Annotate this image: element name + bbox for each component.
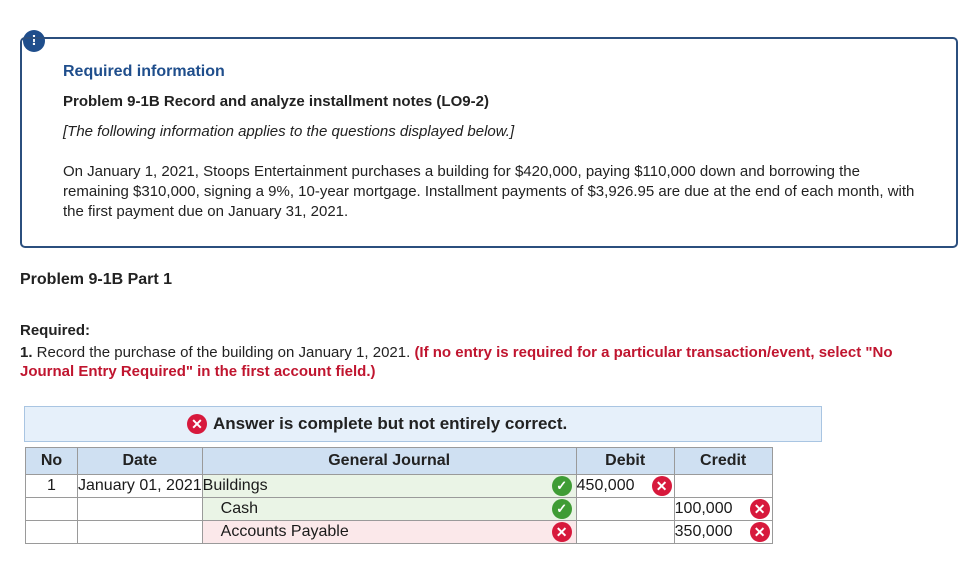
required-body: Record the purchase of the building on January 1, 2021. — [32, 344, 415, 361]
table-row — [26, 475, 773, 498]
header-date: Date — [78, 448, 203, 475]
part-title: Problem 9-1B Part 1 — [20, 271, 173, 288]
required-text — [20, 343, 950, 381]
problem-description: On January 1, 2021, Stoops Entertainment purchases a building for $420,000, paying $110,000 down and borrowing the remaining $310,000, signing a 9%, 10-year mortgage. Installment payments of $3,926.95 are due at the end of each month, with the first payment due on January 31, 2021. — [63, 163, 915, 220]
header-credit: Credit — [674, 448, 772, 475]
journal-header-row — [26, 448, 773, 475]
check-circle-icon: ✓ — [552, 499, 572, 519]
x-circle-icon: ✕ — [552, 522, 572, 542]
x-circle-icon: ✕ — [187, 414, 207, 434]
credit-cell[interactable] — [674, 498, 772, 521]
row-number — [26, 498, 78, 521]
x-circle-icon: ✕ — [750, 522, 770, 542]
account-cell[interactable] — [202, 475, 576, 498]
date-cell[interactable]: January 01, 2021 — [78, 475, 203, 498]
credit-cell[interactable] — [674, 521, 772, 544]
row-number: 1 — [26, 475, 78, 498]
x-circle-icon: ✕ — [750, 499, 770, 519]
account-name: Accounts Payable — [220, 523, 349, 540]
check-circle-icon: ✓ — [552, 476, 572, 496]
required-number: 1. — [20, 344, 33, 361]
alert-icon: ! — [23, 30, 45, 52]
account-cell[interactable] — [202, 498, 576, 521]
date-cell[interactable] — [78, 521, 203, 544]
debit-value: 450,000 — [576, 477, 635, 494]
journal-table — [25, 447, 773, 544]
credit-value: 100,000 — [674, 500, 733, 517]
debit-cell[interactable] — [576, 521, 674, 544]
debit-cell[interactable] — [576, 498, 674, 521]
problem-title: Problem 9-1B Record and analyze installment notes (LO9-2) — [63, 93, 489, 110]
result-banner-text: Answer is complete but not entirely correct. — [213, 414, 568, 433]
row-number — [26, 521, 78, 544]
account-cell[interactable] — [202, 521, 576, 544]
info-note: [The following information applies to the questions displayed below.] — [63, 123, 515, 140]
table-row — [26, 498, 773, 521]
table-row — [26, 521, 773, 544]
header-general-journal: General Journal — [202, 448, 576, 475]
required-label: Required: — [20, 322, 91, 339]
x-circle-icon: ✕ — [652, 476, 672, 496]
account-name: Buildings — [202, 477, 268, 494]
credit-value: 350,000 — [674, 523, 733, 540]
result-banner — [24, 406, 822, 442]
info-title: Required information — [63, 63, 225, 80]
account-name: Cash — [220, 500, 259, 517]
header-debit: Debit — [576, 448, 674, 475]
required-instruction: (If no entry is required for a particular transaction/event, select "No Journal Entry Required" in the first account field.) — [20, 344, 893, 380]
credit-cell[interactable] — [674, 475, 772, 498]
date-cell[interactable] — [78, 498, 203, 521]
header-no: No — [26, 448, 78, 475]
debit-cell[interactable] — [576, 475, 674, 498]
